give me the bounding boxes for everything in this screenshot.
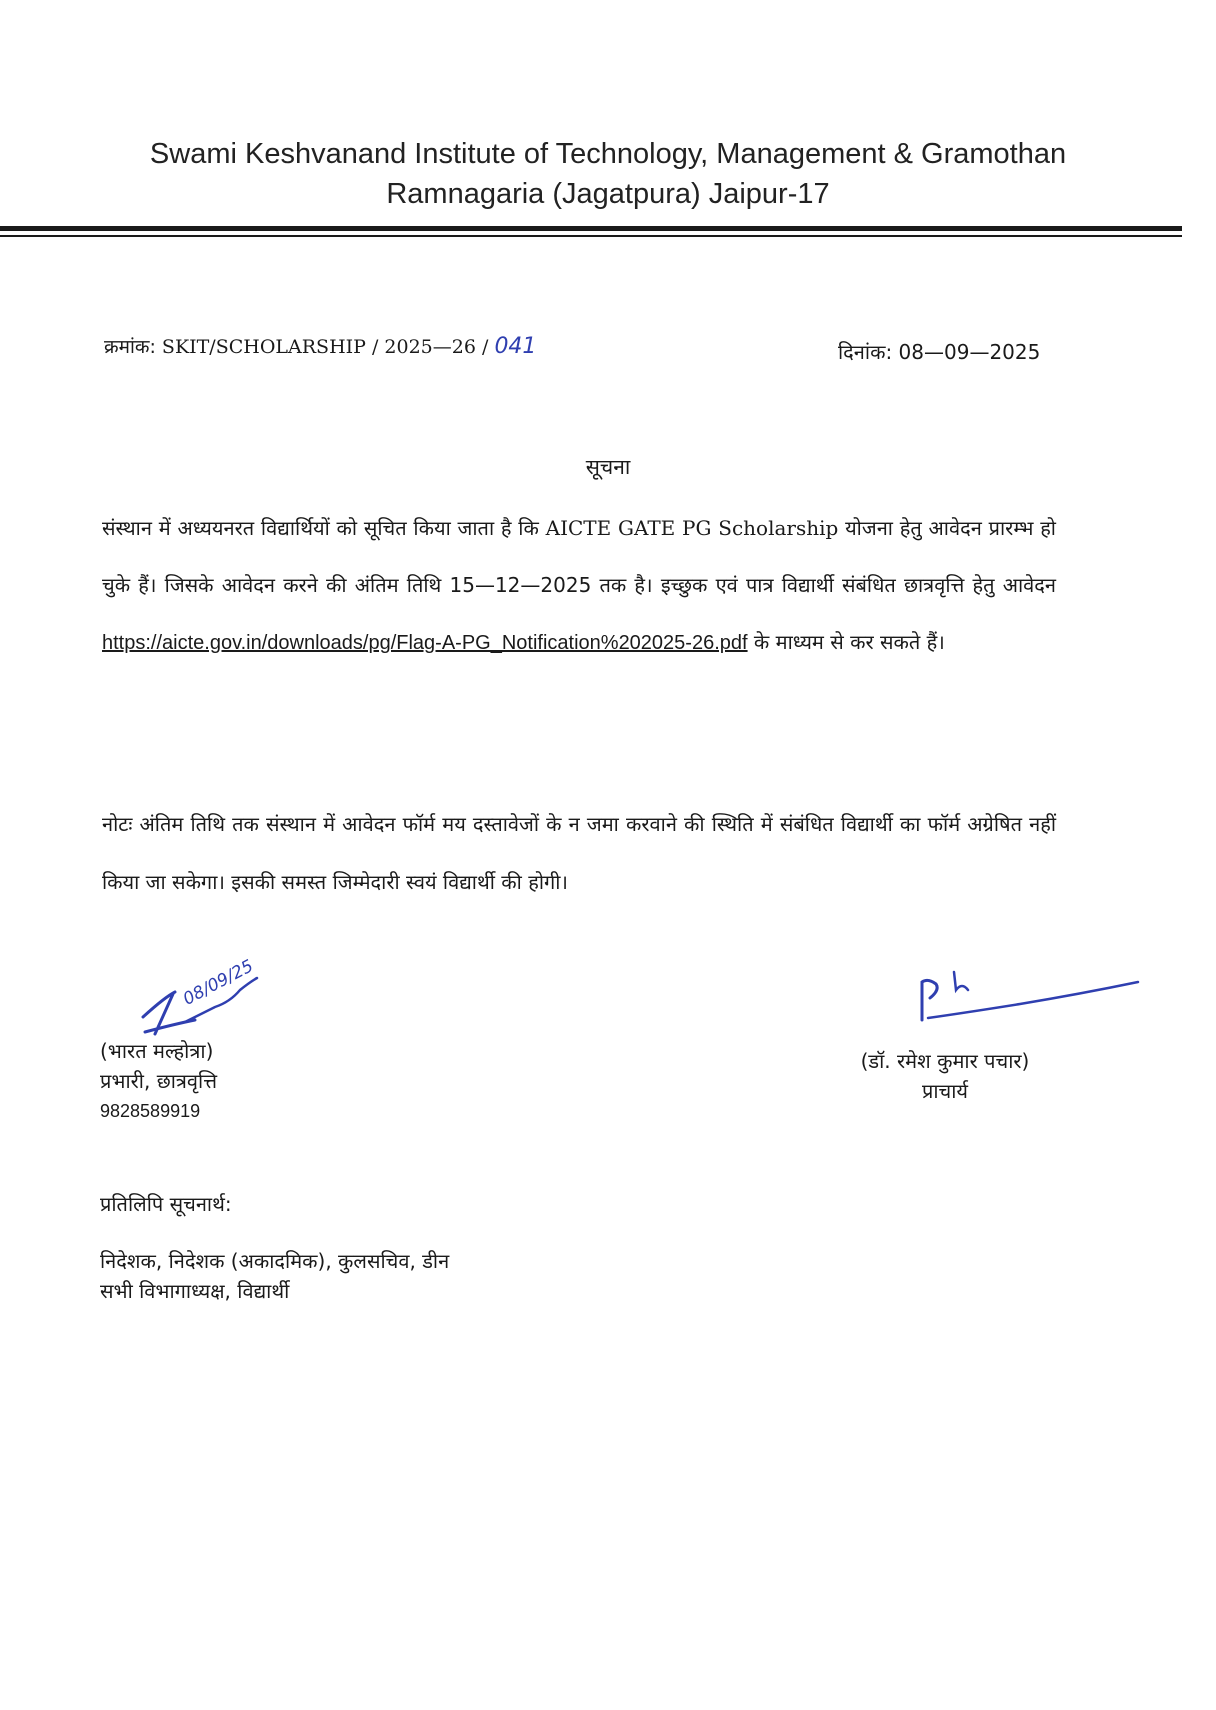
copy-to-line-1: निदेशक, निदेशक (अकादमिक), कुलसचिव, डीन [100, 1249, 450, 1273]
copy-to-list [100, 1246, 449, 1306]
reference-handwritten-number: 041 [494, 334, 537, 359]
header-rule-thick [0, 226, 1182, 231]
notice-paragraph [102, 500, 1056, 672]
reference-code: SKIT/SCHOLARSHIP / 2025—26 / [161, 336, 489, 358]
aicte-notification-link[interactable]: https://aicte.gov.in/downloads/pg/Flag-A-PG_Notification%202025-26.pdf [102, 632, 748, 654]
date-label: दिनांक: [838, 340, 893, 364]
institute-address: Ramnagaria (Jagatpura) Jaipur-17 [386, 178, 830, 210]
note-paragraph: नोटः अंतिम तिथि तक संस्थान में आवेदन फॉर्म मय दस्तावेजों के न जमा करवाने की स्थिति में संबंधित विद्यार्थी का फॉर्म अग्रेषित नहीं किया जा सकेगा। इसकी समस्त जिम्मेदारी स्वयं विद्यार्थी की होगी। [102, 812, 1056, 894]
right-signatory [840, 1046, 1050, 1106]
right-signatory-designation: प्राचार्य [921, 1079, 969, 1103]
left-signature-date: 08/09/25 [180, 956, 257, 1010]
header-rule-thin [0, 235, 1182, 237]
date-value: 08—09—2025 [898, 340, 1041, 364]
left-signatory [100, 1036, 217, 1126]
left-signatory-designation: प्रभारी, छात्रवृत्ति [100, 1069, 218, 1093]
notice-heading: सूचना [585, 455, 631, 479]
para1-text-a: संस्थान में अध्ययनरत विद्यार्थियों को सूचित किया जाता है कि [102, 516, 546, 540]
left-signatory-phone: 9828589919 [100, 1101, 201, 1121]
notice-date [838, 338, 1040, 365]
scheme-name: AICTE GATE PG Scholarship [545, 516, 839, 540]
reference-number [104, 333, 536, 359]
institute-name: Swami Keshvanand Institute of Technology, Management & Gramothan [149, 138, 1067, 170]
para1-text-b: योजना हेतु आवेदन प्रारम्भ हो चुके हैं। जिसके आवेदन करने की अंतिम तिथि 15—12—2025 तक है। इच्छुक एवं पात्र विद्यार्थी संबंधित छात्रवृत्ति हेतु आवेदन [102, 516, 1056, 597]
copy-to-line-2: सभी विभागाध्यक्ष, विद्यार्थी [100, 1279, 290, 1303]
para1-text-c: के माध्यम से कर सकते हैं। [747, 630, 945, 654]
reference-label: क्रमांक: [104, 336, 156, 358]
copy-to-title: प्रतिलिपि सूचनार्थ: [100, 1192, 232, 1216]
right-signature [910, 968, 1150, 1028]
right-signatory-name: (डॉ. रमेश कुमार पचार) [860, 1049, 1030, 1073]
left-signatory-name: (भारत मल्होत्रा) [100, 1039, 214, 1063]
